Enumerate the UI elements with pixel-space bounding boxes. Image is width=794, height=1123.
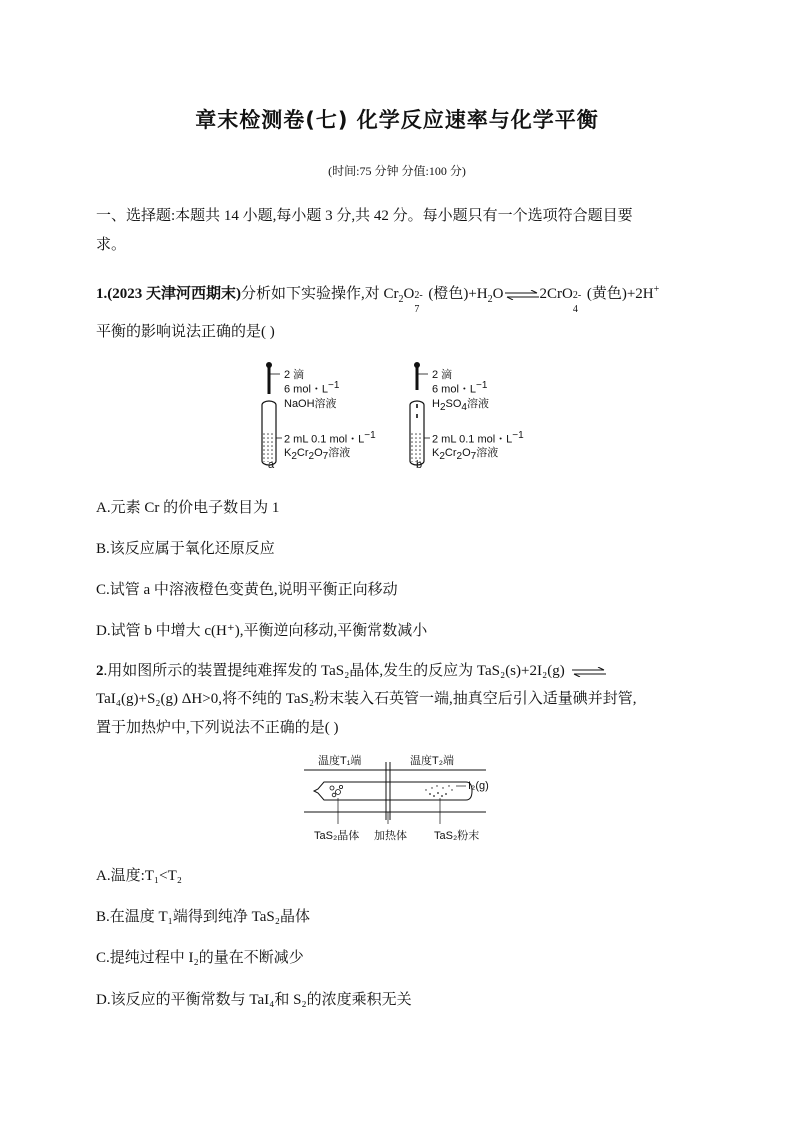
q1-label-a: a [268, 459, 275, 471]
q1-b-tube-conc: 2 mL 0.1 mol・$L^{-1}$ [432, 430, 524, 446]
q2-i2-label: I₂(g) [468, 780, 489, 792]
q1-option-a[interactable]: A.元素 Cr 的价电子数目为 1 [96, 500, 280, 516]
q1-b-conc: 6 mol・$L^{-1}$ [432, 380, 488, 396]
q1-stem-line1: 1.(2023 天津河西期末)分析如下实验操作,对 $Cr_2O$ 2- 7 (橙色)$+H_2O$ 2CrO 2- 4 (黄色)+2H+ [96, 284, 660, 315]
q1-b-reagent: $H_2SO_4$溶液 [432, 398, 489, 414]
q1-yellow: (黄色)+2H [586, 286, 654, 302]
q1-a-tube-reagent: $K_2Cr_2O_7$溶液 [284, 447, 351, 463]
q2-stem-line1 [96, 659, 607, 680]
q2-stem-line3: 置于加热炉中,下列说法不正确的是( ) [96, 720, 339, 736]
q1-a-reagent: NaOH溶液 [284, 398, 337, 410]
q1-stem-line2: 平衡的影响说法正确的是( ) [96, 324, 275, 340]
page-subtitle: (时间:75 分钟 分值:100 分) [328, 164, 466, 178]
q2-t2-label: 温度T₂端 [410, 755, 454, 767]
tas2-crystal [330, 785, 343, 796]
q2-stem-line2: TaI₄(g)+S₂(g) ΔH>0,将不纯的 TaS₂粉末装入石英管一端,抽真空后引入适量碘并封管, [96, 691, 637, 707]
q1-b-drops: 2 滴 [432, 369, 453, 381]
q1-cro: 2CrO [539, 286, 573, 302]
q2-powder-label: TaS₂粉末 [434, 830, 480, 842]
q1-source: .(2023 天津河西期末) [103, 286, 241, 302]
test-tube-b [410, 362, 430, 465]
q1-o-symbol: O [403, 286, 415, 302]
test-tube-a [262, 362, 282, 465]
q1-o-water: O [492, 286, 504, 302]
tas2-powder [425, 785, 452, 797]
q1-option-c[interactable]: C.试管 a 中溶液橙色变黄色,说明平衡正向移动 [96, 582, 398, 598]
q2-t1-label: 温度T₁端 [318, 755, 362, 767]
q2-option-a[interactable]: A.温度:T₁<T₂ [96, 868, 182, 884]
q1-a-tube-conc: 2 mL 0.1 mol・$L^{-1}$ [284, 430, 376, 446]
q2-furnace-label: 加热体 [374, 830, 407, 842]
q2-crystal-label: TaS₂晶体 [314, 830, 360, 842]
q1-number: 1 [96, 286, 104, 302]
q1-option-b[interactable]: B.该反应属于氧化还原反应 [96, 541, 275, 557]
q1-label-b: b [416, 459, 423, 471]
equilibrium-arrow-icon [504, 290, 540, 300]
q2-option-b[interactable]: B.在温度 T₁端得到纯净 TaS₂晶体 [96, 909, 310, 925]
q2-option-d[interactable]: D.该反应的平衡常数与 TaI₄和 S₂的浓度乘积无关 [96, 992, 412, 1008]
q2-number: 2 [96, 663, 104, 679]
q1-orange: (橙色)+H [428, 286, 488, 302]
q1-option-d[interactable]: D.试管 b 中增大 c(H⁺),平衡逆向移动,平衡常数减小 [96, 623, 428, 639]
section-intro-line2: 求。 [96, 237, 127, 253]
q1-stem-text: 分析如下实验操作,对 Cr [241, 286, 399, 302]
section-intro-line1: 一、选择题:本题共 14 小题,每小题 3 分,共 42 分。每小题只有一个选项符合题目要 [96, 208, 633, 224]
q1-a-conc: 6 mol・$L^{-1}$ [284, 380, 340, 396]
quartz-tube [314, 782, 472, 800]
q2-option-c[interactable]: C.提纯过程中 I₂的量在不断减少 [96, 950, 304, 966]
q1-b-tube-reagent: $K_2Cr_2O_7$溶液 [432, 447, 499, 463]
q1-a-drops: 2 滴 [284, 369, 305, 381]
equilibrium-arrow-icon [571, 667, 607, 677]
page-title: 章末检测卷(七) 化学反应速率与化学平衡 [195, 108, 599, 132]
q2-stem-text1: .用如图所示的装置提纯难挥发的 TaS₂晶体,发生的反应为 TaS₂(s)+2I₂(g) [103, 663, 565, 679]
